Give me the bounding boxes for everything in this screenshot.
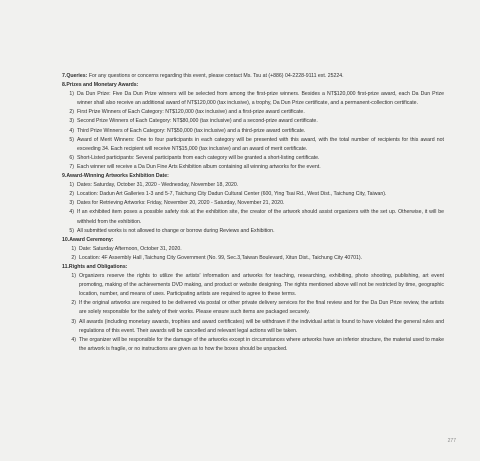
item-number: 1) [69, 182, 74, 189]
item-text: Second Prize Winners of Each Category: NT$80,000 (tax inclusive) and a second-prize award certificate. [77, 118, 318, 125]
item-number: 1) [71, 245, 76, 252]
item-text: If the original artworks are required to be delivered via postal or other private delivery services for the final review and for the Da Dun Prize review, the artists are solely responsible for the safety of their works. Please ensure such items are packaged securely. [79, 300, 444, 316]
item-text: All awards (including monetary awards, trophies and award certificates) will be withdrawn if the individual artist is found to have violated the general rules and regulations of this event. Their awards will be cancelled and relevant legal actions will be taken. [79, 318, 444, 334]
item-text: The organizer will be responsible for the damage of the artworks except in circumstances where artworks have an inferior structure, the material used to make the artwork is fragile, or no instructions are given as to how the boxes should be unpacked. [79, 336, 444, 352]
item-number: 1) [69, 91, 74, 98]
list-item [62, 117, 444, 126]
list-item [62, 254, 444, 263]
list-item [62, 199, 444, 208]
item-text: All submitted works is not allowed to change or borrow during Reviews and Exhibition. [77, 227, 275, 234]
item-number: 3) [69, 118, 74, 125]
item-text: First Prize Winners of Each Category: NT$120,000 (tax inclusive) and a first-prize award certificate. [77, 109, 305, 116]
item-number: 7) [69, 163, 74, 170]
item-number: 4) [71, 336, 76, 343]
item-text: Award of Merit Winners: One to four participants in each category will be presented with this award, with the total number of recipients for this award not exceeding 34. Each recipient will receive NT$15,000 (tax inclusive) and an award of merit certificate. [77, 136, 444, 152]
item-number: 2) [69, 109, 74, 116]
item-text: Da Dun Prize: Five Da Dun Prize winners will be selected from among the first-prize winners. Besides a NT$120,000 first-prize award, each Da Dun Prize winner shall also receive an additional award of NT$120,000 (tax inclusive), a trophy, Da Dun Prize certificate, and a permanent-collection certificate. [77, 91, 444, 107]
item-number: 3) [71, 318, 76, 325]
item-text: Organizers reserve the rights to utilize the artists' information and artworks for teaching, researching, exhibiting, photo shooting, publishing, art event promoting, making of the achievements DVD making, and product or website designing. The rights mentioned above will not be restricted by time, geographic location, number, and means of uses. Participating artists are required to agree to these terms. [79, 273, 444, 298]
item-number: 6) [69, 154, 74, 161]
section-heading: 8.Prizes and Monetary Awards: [62, 82, 139, 89]
list-item [62, 190, 444, 199]
list-item [62, 227, 444, 236]
item-text: Each winner will receive a Da Dun Fine Arts Exhibition album containing all winning artworks for the event. [77, 163, 321, 170]
item-number: 2) [69, 191, 74, 198]
item-text: Dates: Saturday, October 31, 2020 - Wednesday, November 18, 2020. [77, 182, 239, 189]
section-heading: 11.Rights and Obligations: [62, 263, 128, 270]
document-body [62, 72, 444, 354]
list-item [62, 208, 444, 226]
section-heading: 9.Award-Winning Artworks Exhibition Date: [62, 173, 169, 180]
item-number: 2) [71, 254, 76, 261]
page-number: 277 [447, 438, 456, 444]
list-item [62, 272, 444, 299]
item-text: Date: Saturday Afternoon, October 31, 2020. [79, 245, 182, 252]
item-text: Dates for Retrieving Artworks: Friday, November 20, 2020 - Saturday, November 21, 2020. [77, 200, 285, 207]
item-number: 4) [69, 209, 74, 216]
item-number: 2) [71, 300, 76, 307]
item-number: 5) [69, 227, 74, 234]
item-text: Location: 4F Assembly Hall ,Taichung City Government (No. 99, Sec.3,Taiwan Boulevard, Xitun Dist., Taichung City 40701). [79, 254, 363, 261]
list-item [62, 181, 444, 190]
list-item [62, 127, 444, 136]
section-heading: 10.Award Ceremony: [62, 236, 114, 243]
item-number: 4) [69, 127, 74, 134]
item-number: 3) [69, 200, 74, 207]
list-item [62, 154, 444, 163]
item-text: Location: Dadun Art Galleries 1-3 and 5-7, Taichung City Dadun Cultural Center (600, Ying Tsai Rd., West Dist., Taichung City, Taiwan). [77, 191, 387, 198]
section-heading-text: For any questions or concerns regarding this event, please contact Ms. Tsu at (+886) 04-2228-9111 ext. 25224. [87, 73, 344, 79]
section-heading: 7.Queries: [62, 73, 88, 79]
list-item [62, 336, 444, 354]
item-text: If an exhibited item poses a possible safety risk at the exhibition site, the creator of the artwork should assist organizers with the set up. Otherwise, it will be withheld from the exhibition. [77, 209, 444, 225]
list-item [62, 299, 444, 317]
item-number: 5) [69, 136, 74, 143]
section-queries [62, 72, 444, 81]
list-item [62, 136, 444, 154]
list-item [62, 163, 444, 172]
list-item [62, 90, 444, 108]
item-text: Third Prize Winners of Each Category: NT$50,000 (tax inclusive) and a third-prize award certificate. [77, 127, 306, 134]
list-item [62, 318, 444, 336]
list-item [62, 108, 444, 117]
list-item [62, 245, 444, 254]
item-text: Short-Listed participants: Several participants from each category will be granted a short-listing certificate. [77, 154, 320, 161]
item-number: 1) [71, 273, 76, 280]
